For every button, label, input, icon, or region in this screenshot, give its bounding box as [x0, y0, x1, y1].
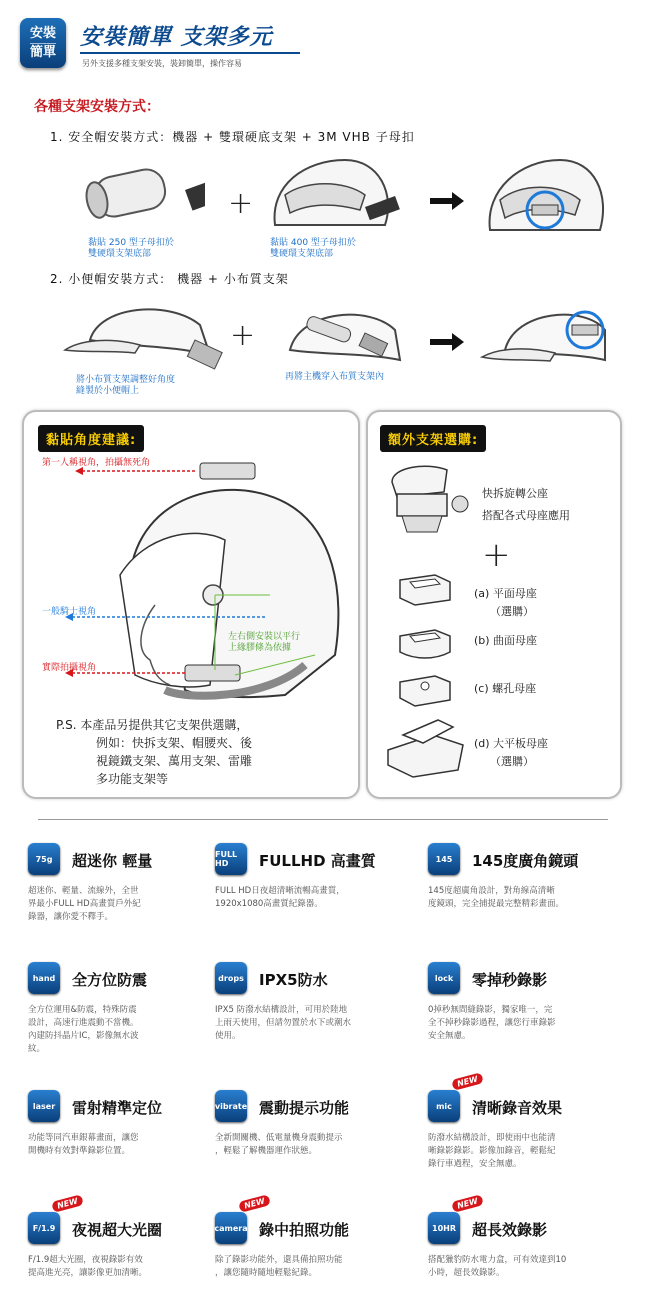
feature-icon: mic	[428, 1090, 460, 1122]
plus-icon: +	[230, 318, 256, 353]
ps-note	[56, 716, 252, 788]
fabric-mount	[187, 340, 222, 369]
feature-desc-line: 內建防抖晶片IC，影像無水波	[28, 1031, 139, 1041]
new-badge: NEW	[451, 1194, 484, 1213]
cap-camera-illustration	[270, 295, 410, 375]
feature-desc	[428, 1254, 598, 1280]
page-title: 安裝簡單 支架多元	[80, 25, 273, 50]
feature-title: 夜視超大光圈	[72, 1221, 163, 1239]
ps-line: 例如：快拆支架、帽腰夾、後	[96, 736, 253, 750]
feature-desc-line: 錄行車過程，安全無慮。	[428, 1159, 522, 1169]
feature-desc	[28, 1132, 198, 1158]
feature-icon: 10HR	[428, 1212, 460, 1244]
feature-desc-line: 度鏡頭，完全捕捉最完整精彩畫面。	[428, 899, 565, 909]
side-note-line: 上緣膠條為依據	[228, 643, 292, 653]
adhesive-pad	[185, 176, 205, 210]
feature-desc-line: 上雨天使用，但請勿置於水下或潮水	[215, 1018, 352, 1028]
extra-mount-tag: 額外支架選購:	[380, 425, 486, 452]
new-badge: NEW	[451, 1072, 484, 1091]
option-a-note: （選購）	[490, 605, 534, 618]
helmet-illustration	[265, 155, 400, 235]
option-d-note: （選購）	[490, 755, 534, 768]
feature-desc-line: 除了錄影功能外，還具備拍照功能	[215, 1255, 343, 1265]
feature-desc-line: 1920x1080高畫質紀錄器。	[215, 899, 323, 909]
ps-line: P.S. 本產品另提供其它支架供選購，	[56, 718, 249, 732]
cap-illustration	[60, 295, 240, 375]
feature-desc-line: IPX5 防潑水結構設計，可用於陸地	[215, 1005, 348, 1015]
feature-desc	[28, 885, 198, 924]
ps-line: 視鏡鐵支架、萬用支架、雷雕	[96, 754, 253, 768]
feature-desc	[28, 1004, 198, 1056]
large-plate-base-icon	[383, 715, 468, 780]
feature-desc-line: 0掉秒無間縫錄影，獨家唯一，完	[428, 1005, 553, 1015]
plus-icon: +	[228, 186, 254, 221]
helmet-mounted-illustration	[480, 155, 615, 240]
feature-title: 零掉秒錄影	[472, 971, 548, 989]
feature-icon: 145	[428, 843, 460, 875]
new-badge: NEW	[51, 1194, 84, 1213]
feature-desc-line: 功能等同汽車銀幕畫面，讓您	[28, 1133, 139, 1143]
side-note-line: 左右側安裝以平行	[228, 632, 301, 642]
feature-title: 清晰錄音效果	[472, 1099, 563, 1117]
section-divider	[38, 819, 608, 820]
curved-base-icon	[395, 622, 455, 662]
feature-desc-line: 全方位運用&防震，特殊防震	[28, 1005, 137, 1015]
option-c: (c) 螺孔母座	[474, 682, 537, 695]
feature-icon: lock	[428, 962, 460, 994]
angle-advice-tag: 黏貼角度建議:	[38, 425, 144, 452]
method1-caption2	[270, 238, 356, 260]
side-mount-note	[228, 632, 300, 654]
feature-desc	[28, 1254, 198, 1280]
method2-caption2: 再將主機穿入布質支架內	[285, 372, 385, 382]
feature-icon: vibrate	[215, 1090, 247, 1122]
feature-desc-line: 全不掉秒錄影過程，讓您行車錄影	[428, 1018, 556, 1028]
quick-release-text	[482, 485, 570, 525]
page-subtitle: 另外支援多種支架安裝，裝卸簡單，操作容易	[82, 59, 242, 68]
feature-icon: drops	[215, 962, 247, 994]
feature-icon: camera	[215, 1212, 247, 1244]
feature-desc-line: 全新開關機、低電量機身震動提示	[215, 1133, 343, 1143]
feature-desc-line: 開機時有效對準錄影位置。	[28, 1146, 131, 1156]
feature-desc-line: 錄器，讓你愛不釋手。	[28, 912, 114, 922]
caption-line: 黏貼 400 型子母扣於	[270, 238, 356, 248]
feature-desc	[215, 1004, 385, 1043]
first-person-view-label: 第一人稱視角，拍攝無死角	[42, 458, 151, 468]
feature-desc-line: 使用。	[215, 1031, 241, 1041]
feature-desc-line: 提高進光亮，讓影像更加清晰。	[28, 1268, 148, 1278]
method2-title: 2. 小便帽安裝方式： 機器 + 小布質支架	[50, 272, 289, 286]
feature-desc-line: ，輕鬆了解機器運作狀態。	[215, 1146, 318, 1156]
feature-desc-line: ，讓您隨時隨地輕鬆紀錄。	[215, 1268, 318, 1278]
right-arrow-icon	[430, 192, 464, 210]
feature-icon: FULL HD	[215, 843, 247, 875]
feature-icon: 75g	[28, 843, 60, 875]
camera-illustration	[75, 158, 205, 233]
quick-release-mount-illustration	[382, 462, 477, 537]
feature-icon: laser	[28, 1090, 60, 1122]
feature-desc	[215, 1132, 385, 1158]
caption-line: 黏貼 250 型子母扣於	[88, 238, 174, 248]
feature-desc-line: 搭配獵豹防水電力盒，可有效達到10	[428, 1255, 567, 1265]
feature-desc-line: 界最小FULL HD高畫質戶外紀	[28, 899, 141, 909]
feature-desc-line: 紋。	[28, 1044, 46, 1054]
feature-title: 震動提示功能	[259, 1099, 350, 1117]
method2-caption1	[76, 375, 175, 397]
feature-title: 全方位防震	[72, 971, 148, 989]
feature-desc-line: 超迷你、輕量、流線外，全世	[28, 886, 139, 896]
feature-title: IPX5防水	[259, 971, 328, 989]
option-a-label: (a) 平面母座	[474, 587, 537, 600]
extra-main-line: 快拆旋轉公座	[482, 487, 548, 500]
option-a	[474, 585, 537, 621]
cap-mounted-illustration	[480, 295, 620, 375]
section-title: 各種支架安裝方式：	[34, 99, 160, 115]
title-underline	[80, 52, 300, 54]
new-badge: NEW	[238, 1194, 271, 1213]
feature-icon: F/1.9	[28, 1212, 60, 1244]
right-arrow-icon	[430, 333, 464, 351]
feature-desc-line: 晰錄影錄影。影像加錄音，輕鬆紀	[428, 1146, 556, 1156]
option-b: (b) 曲面母座	[474, 634, 538, 647]
rider-view-label: 一般騎士視角	[42, 607, 97, 617]
option-d	[474, 735, 548, 771]
caption-line: 雙硬環支架底部	[88, 249, 152, 259]
badge-line2: 簡單	[29, 44, 56, 60]
feature-title: 雷射精準定位	[72, 1099, 163, 1117]
feature-title: 145度廣角鏡頭	[472, 852, 579, 870]
feature-desc-line: F/1.9超大光圈，夜視錄影有效	[28, 1255, 143, 1265]
caption-line: 雙硬環支架底部	[270, 249, 334, 259]
feature-desc-line: 安全無慮。	[428, 1031, 471, 1041]
feature-title: 錄中拍照功能	[259, 1221, 350, 1239]
ps-line: 多功能支架等	[96, 772, 169, 786]
feature-desc	[428, 1004, 598, 1043]
feature-desc-line: 防潑水結構設計，即使雨中也能清	[428, 1133, 556, 1143]
actual-view-label: 實際拍攝視角	[42, 663, 97, 673]
method1-title: 1. 安全帽安裝方式：機器 + 雙環硬底支架 + 3M VHB 子母扣	[50, 130, 415, 144]
feature-title: 超迷你 輕量	[72, 852, 153, 870]
method1-caption1	[88, 238, 174, 260]
feature-icon: hand	[28, 962, 60, 994]
feature-desc	[215, 885, 385, 911]
caption-line: 將小布質支架調整好角度	[76, 375, 176, 385]
feature-desc-line: 設計，高速行進震動不當機。	[28, 1018, 139, 1028]
feature-desc	[215, 1254, 385, 1280]
screw-base-icon	[395, 670, 455, 710]
feature-desc-line: 小時，超長效錄影。	[428, 1268, 505, 1278]
feature-title: FULLHD 高畫質	[259, 852, 376, 870]
feature-desc-line: FULL HD日夜超清晰流暢高畫質，	[215, 886, 345, 896]
flat-base-icon	[395, 570, 455, 610]
badge-line1: 安裝	[29, 25, 56, 41]
feature-title: 超長效錄影	[472, 1221, 548, 1239]
plus-icon: +	[482, 535, 511, 575]
feature-desc	[428, 885, 598, 911]
option-d-label: (d) 大平板母座	[474, 737, 549, 750]
header-badge	[20, 18, 66, 68]
feature-desc	[428, 1132, 598, 1171]
caption-line: 縫製於小便帽上	[76, 386, 140, 396]
feature-desc-line: 145度超廣角設計，對角線高清晰	[428, 886, 555, 896]
extra-main-line: 搭配各式母座應用	[482, 509, 570, 522]
